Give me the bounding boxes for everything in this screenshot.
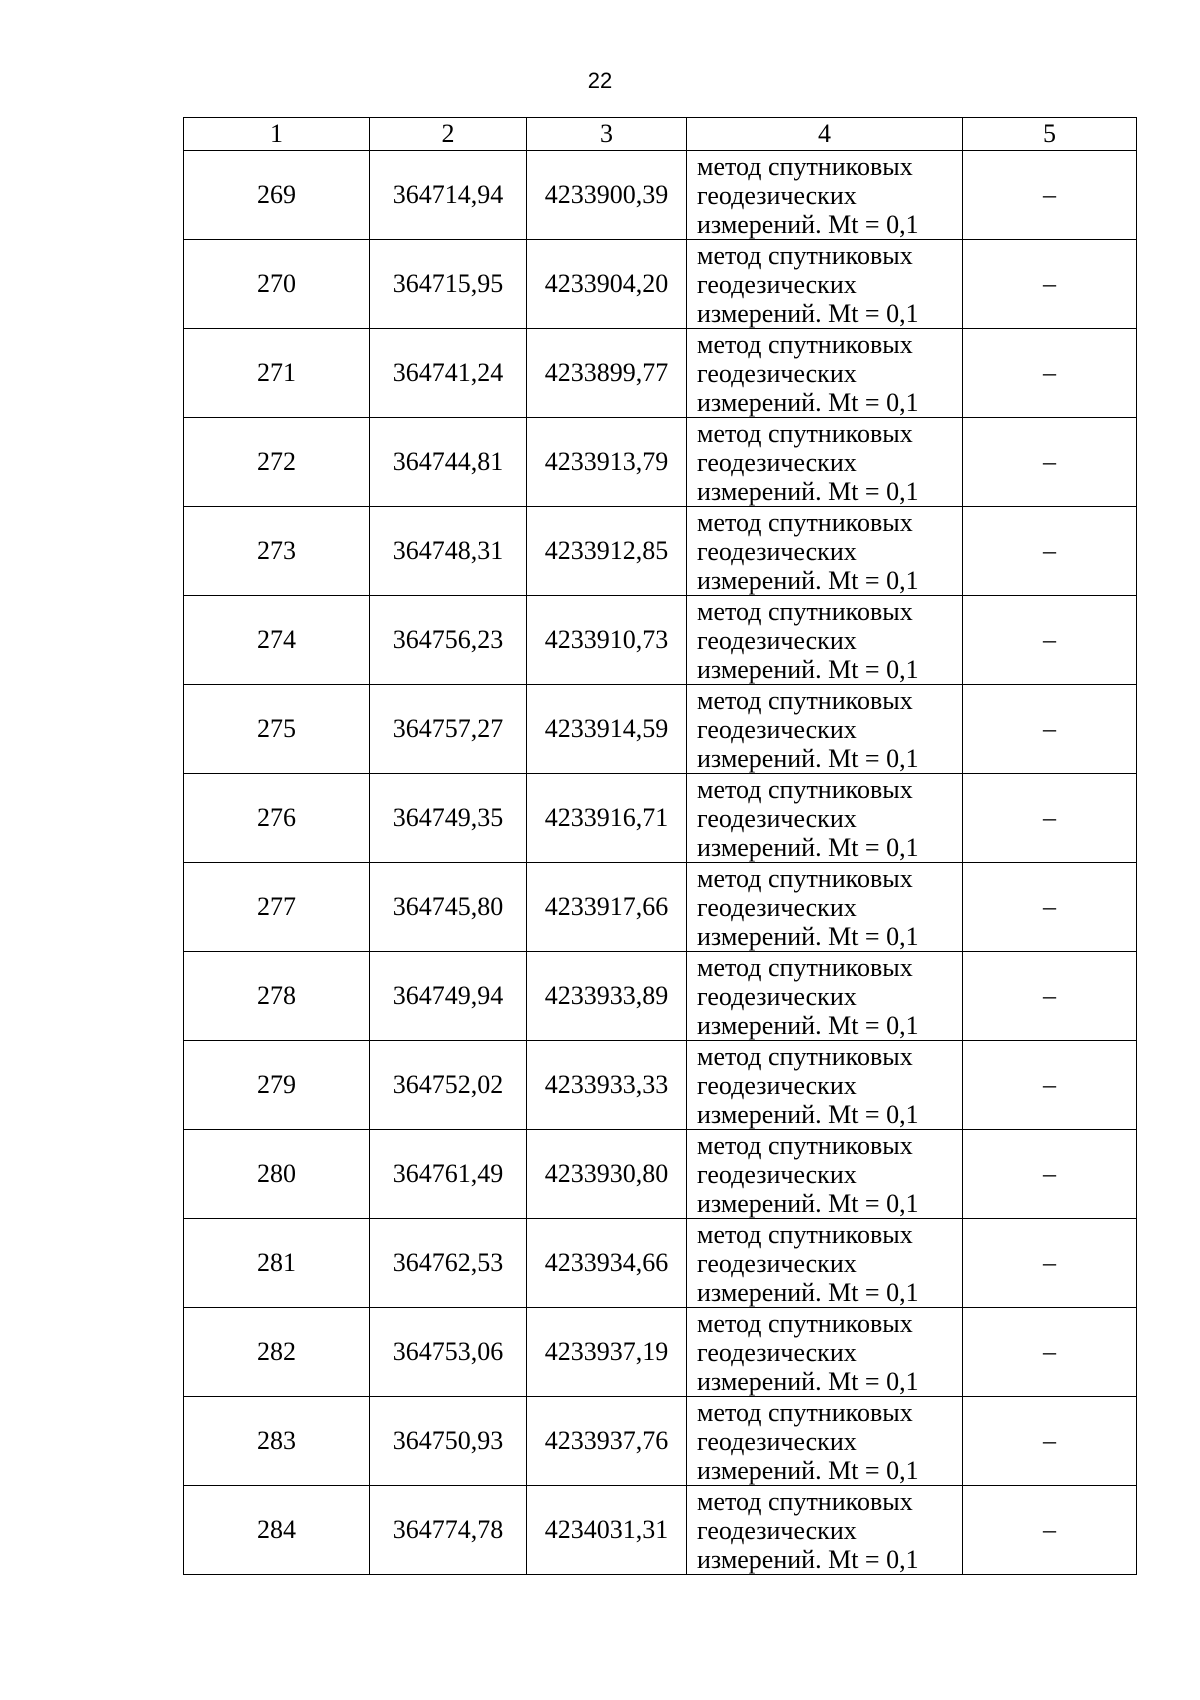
y-coordinate-cell: 4233934,66 (527, 1219, 687, 1308)
note-cell: – (963, 1130, 1137, 1219)
method-line: геодезических (697, 536, 857, 566)
table-row (184, 1397, 1137, 1486)
y-coordinate-cell: 4233913,79 (527, 418, 687, 507)
x-coordinate-cell: 364761,49 (370, 1130, 527, 1219)
method-line: измерений. Mt = 0,1 (697, 298, 919, 328)
x-coordinate-cell: 364748,31 (370, 507, 527, 596)
method-line: геодезических (697, 714, 857, 744)
method-line: геодезических (697, 892, 857, 922)
point-number-cell: 282 (184, 1308, 370, 1397)
y-coordinate-cell: 4233916,71 (527, 774, 687, 863)
method-cell (687, 863, 963, 952)
point-number-cell: 280 (184, 1130, 370, 1219)
note-cell: – (963, 151, 1137, 240)
point-number-cell: 281 (184, 1219, 370, 1308)
table-body (184, 151, 1137, 1575)
y-coordinate-cell: 4233933,33 (527, 1041, 687, 1130)
method-line: измерений. Mt = 0,1 (697, 654, 919, 684)
method-line: геодезических (697, 1337, 857, 1367)
x-coordinate-cell: 364715,95 (370, 240, 527, 329)
method-line: метод спутниковых (697, 596, 913, 626)
table-row (184, 774, 1137, 863)
point-number-cell: 274 (184, 596, 370, 685)
x-coordinate-cell: 364753,06 (370, 1308, 527, 1397)
method-cell (687, 1219, 963, 1308)
method-cell (687, 240, 963, 329)
method-line: геодезических (697, 180, 857, 210)
header-row (184, 118, 1137, 151)
point-number-cell: 270 (184, 240, 370, 329)
note-cell: – (963, 1041, 1137, 1130)
point-number-cell: 272 (184, 418, 370, 507)
y-coordinate-cell: 4233933,89 (527, 952, 687, 1041)
method-cell (687, 1308, 963, 1397)
note-cell: – (963, 1308, 1137, 1397)
method-line: метод спутниковых (697, 1308, 913, 1338)
x-coordinate-cell: 364745,80 (370, 863, 527, 952)
x-coordinate-cell: 364762,53 (370, 1219, 527, 1308)
method-line: метод спутниковых (697, 418, 913, 448)
x-coordinate-cell: 364757,27 (370, 685, 527, 774)
x-coordinate-cell: 364744,81 (370, 418, 527, 507)
point-number-cell: 269 (184, 151, 370, 240)
x-coordinate-cell: 364749,35 (370, 774, 527, 863)
header-cell-5: 5 (963, 118, 1137, 151)
coordinates-table (183, 117, 1137, 1575)
note-cell: – (963, 1219, 1137, 1308)
y-coordinate-cell: 4233937,19 (527, 1308, 687, 1397)
table-row (184, 1130, 1137, 1219)
method-line: метод спутниковых (697, 952, 913, 982)
table-row (184, 1486, 1137, 1575)
x-coordinate-cell: 364750,93 (370, 1397, 527, 1486)
point-number-cell: 284 (184, 1486, 370, 1575)
method-line: метод спутниковых (697, 240, 913, 270)
method-cell (687, 151, 963, 240)
method-line: геодезических (697, 625, 857, 655)
method-line: геодезических (697, 269, 857, 299)
header-cell-2: 2 (370, 118, 527, 151)
method-cell (687, 1486, 963, 1575)
method-line: измерений. Mt = 0,1 (697, 1544, 919, 1574)
note-cell: – (963, 952, 1137, 1041)
point-number-cell: 277 (184, 863, 370, 952)
method-line: геодезических (697, 981, 857, 1011)
y-coordinate-cell: 4233930,80 (527, 1130, 687, 1219)
method-line: геодезических (697, 447, 857, 477)
note-cell: – (963, 863, 1137, 952)
x-coordinate-cell: 364714,94 (370, 151, 527, 240)
page-number: 22 (587, 68, 613, 93)
method-line: измерений. Mt = 0,1 (697, 209, 919, 239)
table-row (184, 507, 1137, 596)
x-coordinate-cell: 364752,02 (370, 1041, 527, 1130)
method-cell (687, 1041, 963, 1130)
table-header (184, 118, 1137, 151)
point-number-cell: 276 (184, 774, 370, 863)
point-number-cell: 275 (184, 685, 370, 774)
x-coordinate-cell: 364741,24 (370, 329, 527, 418)
point-number-cell: 273 (184, 507, 370, 596)
method-cell (687, 596, 963, 685)
method-line: метод спутниковых (697, 1041, 913, 1071)
note-cell: – (963, 507, 1137, 596)
note-cell: – (963, 1486, 1137, 1575)
method-cell (687, 329, 963, 418)
y-coordinate-cell: 4233904,20 (527, 240, 687, 329)
point-number-cell: 278 (184, 952, 370, 1041)
method-line: измерений. Mt = 0,1 (697, 921, 919, 951)
table-row (184, 596, 1137, 685)
method-line: геодезических (697, 358, 857, 388)
method-line: метод спутниковых (697, 329, 913, 359)
method-line: измерений. Mt = 0,1 (697, 1099, 919, 1129)
method-line: геодезических (697, 1426, 857, 1456)
method-cell (687, 507, 963, 596)
table-row (184, 151, 1137, 240)
method-line: метод спутниковых (697, 507, 913, 537)
table-row (184, 685, 1137, 774)
method-cell (687, 1397, 963, 1486)
method-cell (687, 418, 963, 507)
note-cell: – (963, 685, 1137, 774)
method-line: измерений. Mt = 0,1 (697, 1010, 919, 1040)
method-cell (687, 952, 963, 1041)
method-line: метод спутниковых (697, 1130, 913, 1160)
y-coordinate-cell: 4234031,31 (527, 1486, 687, 1575)
y-coordinate-cell: 4233917,66 (527, 863, 687, 952)
method-line: измерений. Mt = 0,1 (697, 1366, 919, 1396)
method-line: измерений. Mt = 0,1 (697, 1277, 919, 1307)
method-line: измерений. Mt = 0,1 (697, 1455, 919, 1485)
y-coordinate-cell: 4233912,85 (527, 507, 687, 596)
header-cell-4: 4 (687, 118, 963, 151)
table-row (184, 418, 1137, 507)
point-number-cell: 271 (184, 329, 370, 418)
header-cell-3: 3 (527, 118, 687, 151)
point-number-cell: 283 (184, 1397, 370, 1486)
x-coordinate-cell: 364774,78 (370, 1486, 527, 1575)
table-row (184, 952, 1137, 1041)
method-line: метод спутниковых (697, 1486, 913, 1516)
table-row (184, 1308, 1137, 1397)
method-line: измерений. Mt = 0,1 (697, 743, 919, 773)
method-line: измерений. Mt = 0,1 (697, 832, 919, 862)
table-row (184, 329, 1137, 418)
method-line: метод спутниковых (697, 863, 913, 893)
method-line: измерений. Mt = 0,1 (697, 1188, 919, 1218)
method-line: метод спутниковых (697, 1397, 913, 1427)
header-cell-1: 1 (184, 118, 370, 151)
method-cell (687, 685, 963, 774)
note-cell: – (963, 1397, 1137, 1486)
note-cell: – (963, 329, 1137, 418)
note-cell: – (963, 418, 1137, 507)
method-line: метод спутниковых (697, 151, 913, 181)
method-line: метод спутниковых (697, 1219, 913, 1249)
table-row (184, 240, 1137, 329)
method-cell (687, 1130, 963, 1219)
note-cell: – (963, 596, 1137, 685)
method-line: измерений. Mt = 0,1 (697, 476, 919, 506)
method-line: геодезических (697, 1248, 857, 1278)
method-line: измерений. Mt = 0,1 (697, 565, 919, 595)
method-cell (687, 774, 963, 863)
y-coordinate-cell: 4233900,39 (527, 151, 687, 240)
y-coordinate-cell: 4233910,73 (527, 596, 687, 685)
method-line: метод спутниковых (697, 685, 913, 715)
y-coordinate-cell: 4233899,77 (527, 329, 687, 418)
y-coordinate-cell: 4233937,76 (527, 1397, 687, 1486)
point-number-cell: 279 (184, 1041, 370, 1130)
method-line: геодезических (697, 803, 857, 833)
method-line: измерений. Mt = 0,1 (697, 387, 919, 417)
method-line: геодезических (697, 1070, 857, 1100)
x-coordinate-cell: 364756,23 (370, 596, 527, 685)
method-line: метод спутниковых (697, 774, 913, 804)
note-cell: – (963, 774, 1137, 863)
method-line: геодезических (697, 1159, 857, 1189)
table-row (184, 1041, 1137, 1130)
table-row (184, 863, 1137, 952)
y-coordinate-cell: 4233914,59 (527, 685, 687, 774)
note-cell: – (963, 240, 1137, 329)
x-coordinate-cell: 364749,94 (370, 952, 527, 1041)
table-row (184, 1219, 1137, 1308)
method-line: геодезических (697, 1515, 857, 1545)
